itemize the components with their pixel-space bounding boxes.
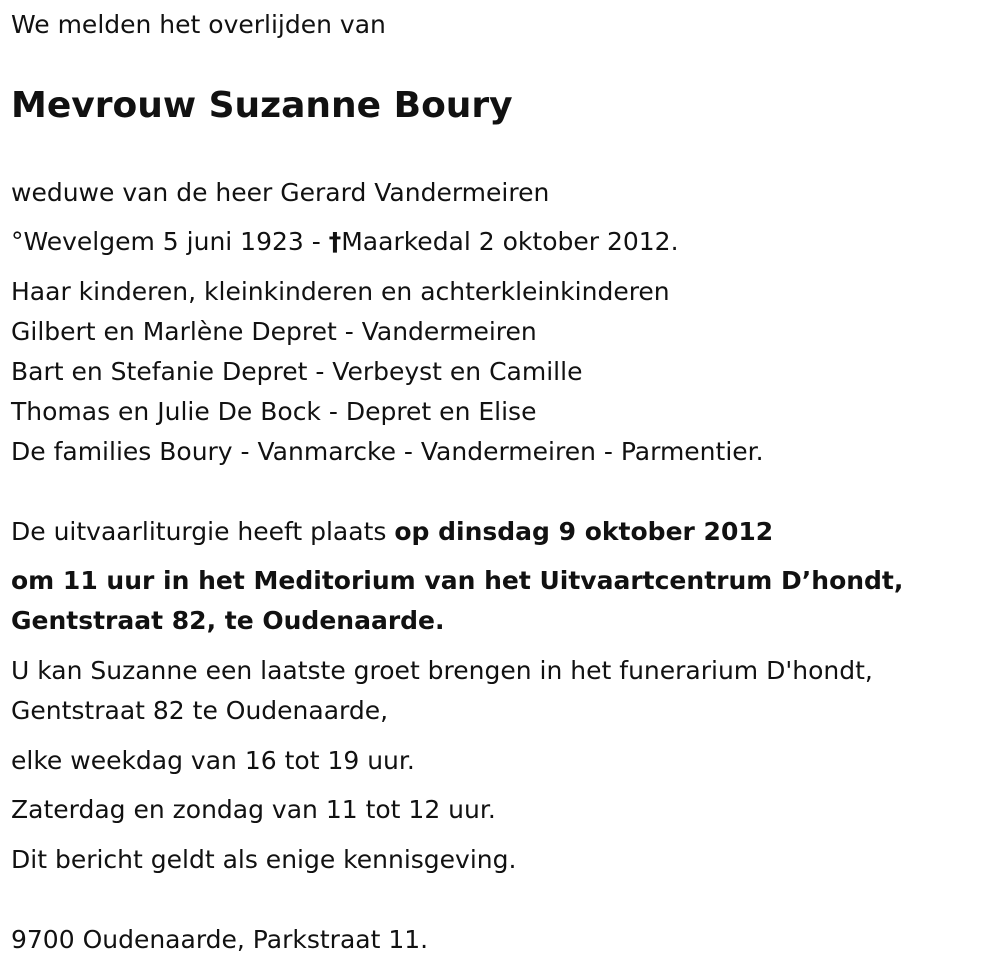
spouse-text: weduwe van de heer Gerard Vandermeiren: [11, 178, 550, 207]
birth-symbol: °: [11, 227, 24, 256]
closing-text: Dit bericht geldt als enige kennisgeving.: [11, 845, 517, 874]
funeral-intro: [11, 512, 773, 552]
deceased-name: Mevrouw Suzanne Boury: [11, 85, 513, 126]
visitation-weekend: Zaterdag en zondag van 11 tot 12 uur.: [11, 795, 496, 824]
family-line: Haar kinderen, kleinkinderen en achterkleinkinderen: [11, 277, 670, 306]
family-line: De families Boury - Vanmarcke - Vandermeiren - Parmentier.: [11, 437, 764, 466]
visitation-address: Gentstraat 82 te Oudenaarde,: [11, 696, 389, 725]
visitation-text: U kan Suzanne een laatste groet brengen in het funerarium D'hondt,: [11, 656, 873, 685]
intro-text: We melden het overlijden van: [11, 10, 386, 39]
family-address: 9700 Oudenaarde, Parkstraat 11.: [11, 925, 429, 954]
birth-date: Wevelgem 5 juni 1923 -: [23, 227, 329, 256]
funeral-date: op dinsdag 9 oktober 2012: [394, 517, 774, 546]
family-line: Gilbert en Marlène Depret - Vandermeiren: [11, 317, 537, 346]
funeral-intro-text: De uitvaarliturgie heeft plaats: [11, 517, 395, 546]
family-list: [11, 272, 764, 472]
cross-icon: †: [328, 227, 342, 256]
funeral-location: om 11 uur in het Meditorium van het Uitvaartcentrum D’hondt,: [11, 566, 904, 595]
family-line: Bart en Stefanie Depret - Verbeyst en Camille: [11, 357, 583, 386]
visitation-weekdays: elke weekdag van 16 tot 19 uur.: [11, 746, 415, 775]
life-dates: [11, 222, 679, 262]
death-date: Maarkedal 2 oktober 2012.: [341, 227, 679, 256]
family-line: Thomas en Julie De Bock - Depret en Elise: [11, 397, 537, 426]
funeral-address: Gentstraat 82, te Oudenaarde.: [11, 606, 445, 635]
